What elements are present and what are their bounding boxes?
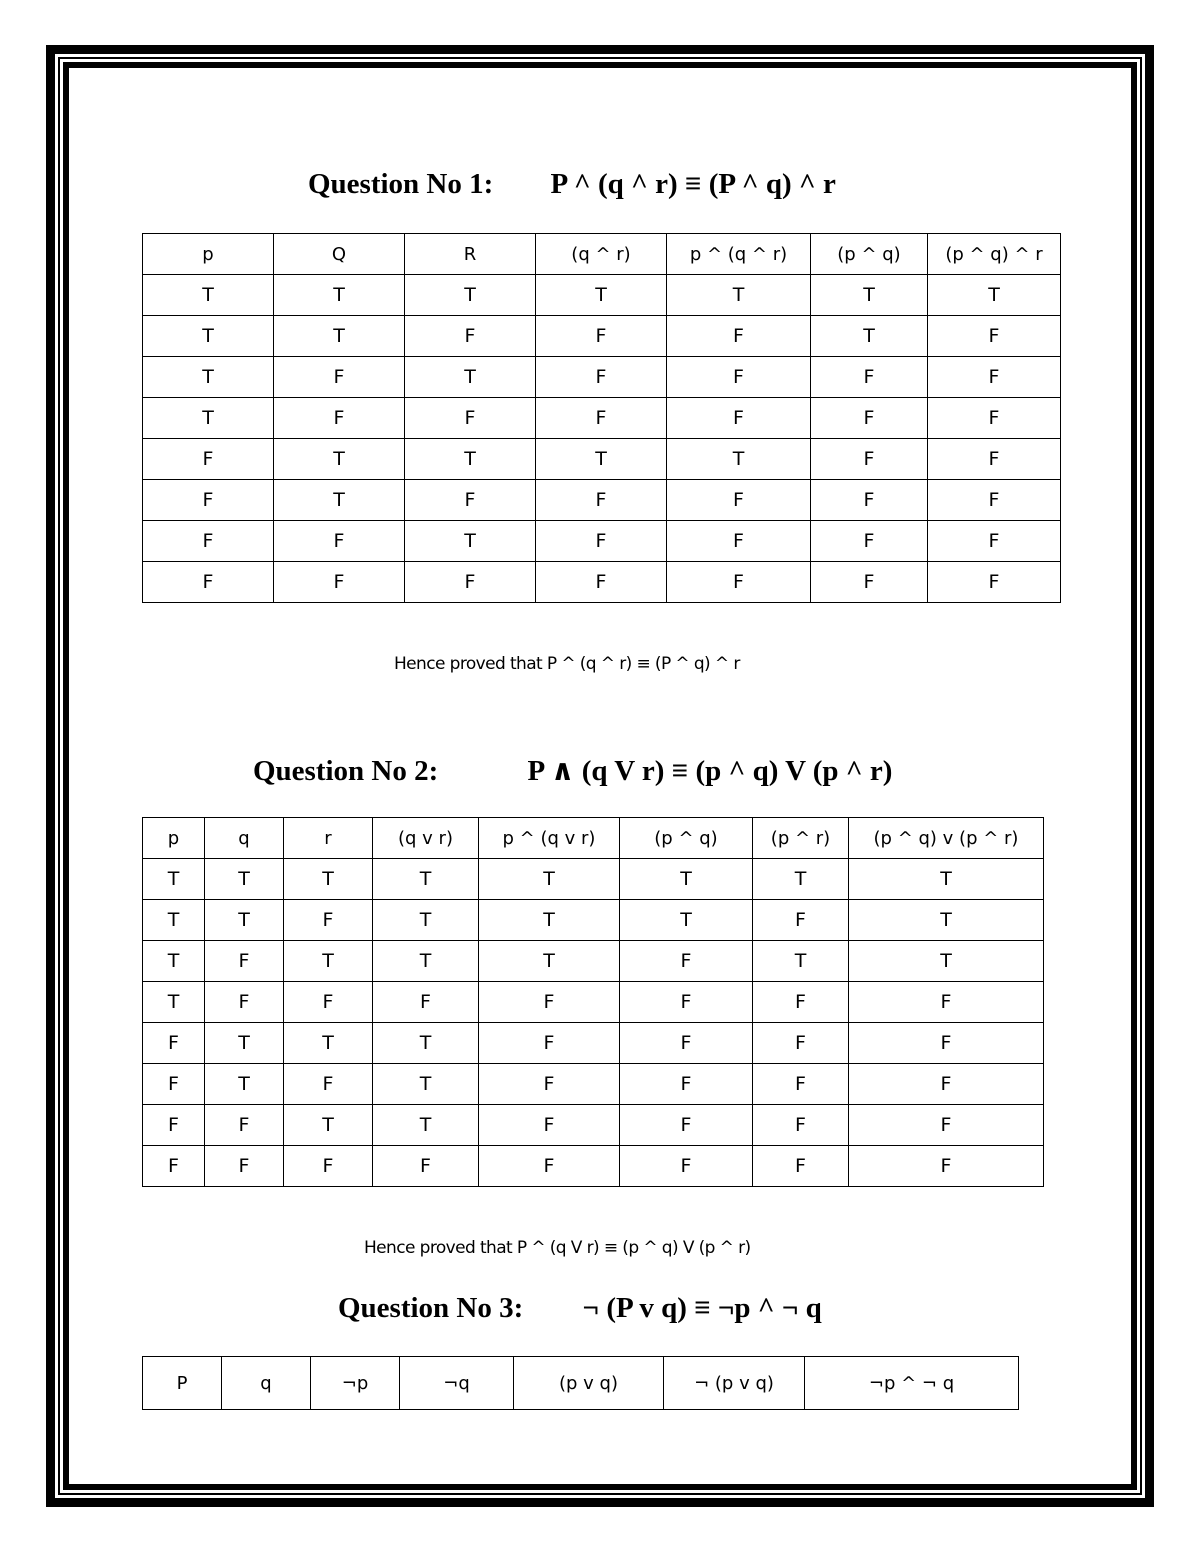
table-cell: T [849, 941, 1044, 982]
table-cell: F [284, 900, 373, 941]
table-cell: F [620, 1146, 753, 1187]
table-row [143, 859, 1044, 900]
column-header: q [205, 818, 284, 859]
column-header: p [143, 818, 205, 859]
column-header: (p ^ q) [811, 234, 928, 275]
truth-table-2-body [143, 859, 1044, 1187]
table-cell: F [205, 1146, 284, 1187]
table-cell: T [373, 859, 479, 900]
column-header: p [143, 234, 274, 275]
table-cell: F [536, 316, 667, 357]
column-header: ¬ (p v q) [664, 1357, 805, 1410]
table-row [143, 398, 1061, 439]
column-header: (q ^ r) [536, 234, 667, 275]
table-cell: T [928, 275, 1061, 316]
table-cell: T [143, 316, 274, 357]
truth-table-2 [142, 817, 1044, 1187]
table-cell: F [620, 1064, 753, 1105]
table-cell: F [753, 1105, 849, 1146]
table-cell: T [849, 859, 1044, 900]
table-cell: F [811, 398, 928, 439]
table-cell: F [667, 480, 811, 521]
table-cell: T [753, 859, 849, 900]
table-row [143, 275, 1061, 316]
table-row [143, 1146, 1044, 1187]
table-cell: T [205, 900, 284, 941]
column-header: (p ^ q) ^ r [928, 234, 1061, 275]
table-cell: T [143, 941, 205, 982]
table-cell: F [373, 1146, 479, 1187]
table-cell: T [143, 398, 274, 439]
table-cell: T [405, 275, 536, 316]
table-cell: T [479, 859, 620, 900]
table-cell: F [143, 1105, 205, 1146]
table-cell: F [405, 316, 536, 357]
table-cell: T [205, 859, 284, 900]
table-cell: F [620, 1023, 753, 1064]
table-cell: F [479, 982, 620, 1023]
question-1-heading [308, 168, 836, 201]
table-cell: F [143, 521, 274, 562]
question-2-heading [253, 753, 892, 788]
table-header-row [143, 234, 1061, 275]
table-row [143, 941, 1044, 982]
question-2-label: Question No 2: [253, 755, 439, 787]
column-header: (p v q) [514, 1357, 664, 1410]
table-row [143, 521, 1061, 562]
column-header: ¬q [400, 1357, 514, 1410]
table-cell: T [143, 982, 205, 1023]
table-cell: F [811, 439, 928, 480]
table-cell: T [373, 1023, 479, 1064]
column-header: (q v r) [373, 818, 479, 859]
table-cell: F [479, 1146, 620, 1187]
table-cell: T [620, 900, 753, 941]
table-cell: F [405, 398, 536, 439]
column-header: R [405, 234, 536, 275]
column-header: (p ^ r) [753, 818, 849, 859]
table-cell: T [405, 357, 536, 398]
question-2-proof: Hence proved that P ^ (q V r) ≡ (p ^ q) V (p ^ r) [364, 1238, 751, 1258]
question-2-expression: P ∧ (q V r) ≡ (p ^ q) V (p ^ r) [527, 755, 893, 787]
table-cell: F [849, 1064, 1044, 1105]
column-header: (p ^ q) [620, 818, 753, 859]
column-header: Q [274, 234, 405, 275]
table-cell: F [620, 941, 753, 982]
column-header: q [222, 1357, 311, 1410]
table-row [143, 900, 1044, 941]
table-cell: F [536, 398, 667, 439]
table-cell: T [405, 439, 536, 480]
table-cell: T [667, 275, 811, 316]
table-row [143, 357, 1061, 398]
table-cell: T [753, 941, 849, 982]
table-cell: F [274, 398, 405, 439]
table-cell: F [849, 1105, 1044, 1146]
column-header: (p ^ q) v (p ^ r) [849, 818, 1044, 859]
table-row [143, 1023, 1044, 1064]
table-cell: F [143, 439, 274, 480]
table-cell: F [811, 521, 928, 562]
truth-table-1 [142, 233, 1061, 603]
table-cell: T [284, 941, 373, 982]
column-header: ¬p ^ ¬ q [805, 1357, 1019, 1410]
table-row [143, 480, 1061, 521]
table-cell: F [274, 562, 405, 603]
table-cell: T [143, 357, 274, 398]
table-cell: T [143, 900, 205, 941]
table-cell: T [274, 480, 405, 521]
table-cell: F [479, 1064, 620, 1105]
table-cell: F [849, 1023, 1044, 1064]
table-row [143, 562, 1061, 603]
table-cell: F [753, 1064, 849, 1105]
table-cell: F [143, 1146, 205, 1187]
table-cell: F [479, 1105, 620, 1146]
question-3-expression: ¬ (P v q) ≡ ¬p ^ ¬ q [582, 1292, 822, 1324]
table-header-row [143, 1357, 1019, 1410]
column-header: p ^ (q ^ r) [667, 234, 811, 275]
table-cell: T [373, 941, 479, 982]
table-cell: T [274, 275, 405, 316]
truth-table-3 [142, 1356, 1019, 1410]
table-cell: F [284, 982, 373, 1023]
table-cell: F [205, 982, 284, 1023]
table-cell: T [536, 439, 667, 480]
table-cell: F [536, 357, 667, 398]
column-header: P [143, 1357, 222, 1410]
table-cell: F [753, 900, 849, 941]
table-cell: T [479, 900, 620, 941]
table-header-row [143, 818, 1044, 859]
truth-table-1-body [143, 275, 1061, 603]
table-cell: F [274, 357, 405, 398]
table-row [143, 316, 1061, 357]
table-cell: F [667, 357, 811, 398]
column-header: p ^ (q v r) [479, 818, 620, 859]
table-cell: F [928, 439, 1061, 480]
table-cell: F [405, 480, 536, 521]
table-cell: T [284, 1105, 373, 1146]
table-cell: T [274, 316, 405, 357]
table-cell: T [205, 1064, 284, 1105]
table-cell: T [536, 275, 667, 316]
question-3-label: Question No 3: [338, 1292, 524, 1324]
question-1-expression: P ^ (q ^ r) ≡ (P ^ q) ^ r [550, 168, 836, 200]
table-cell: F [536, 562, 667, 603]
table-cell: T [143, 275, 274, 316]
table-cell: F [620, 1105, 753, 1146]
table-cell: F [620, 982, 753, 1023]
table-cell: T [811, 275, 928, 316]
table-cell: T [479, 941, 620, 982]
table-cell: T [143, 859, 205, 900]
table-cell: F [928, 357, 1061, 398]
table-cell: F [205, 1105, 284, 1146]
table-cell: T [284, 1023, 373, 1064]
question-1-label: Question No 1: [308, 168, 494, 200]
column-header: ¬p [311, 1357, 400, 1410]
table-cell: F [274, 521, 405, 562]
table-cell: T [284, 859, 373, 900]
table-cell: F [928, 562, 1061, 603]
column-header: r [284, 818, 373, 859]
table-cell: F [928, 521, 1061, 562]
table-cell: F [143, 1064, 205, 1105]
table-cell: T [205, 1023, 284, 1064]
table-cell: F [753, 1146, 849, 1187]
table-cell: F [479, 1023, 620, 1064]
table-cell: F [811, 480, 928, 521]
table-cell: T [811, 316, 928, 357]
table-cell: T [274, 439, 405, 480]
table-cell: F [667, 521, 811, 562]
table-row [143, 1064, 1044, 1105]
table-cell: F [667, 562, 811, 603]
table-cell: F [667, 398, 811, 439]
table-cell: F [205, 941, 284, 982]
table-row [143, 982, 1044, 1023]
table-cell: F [928, 316, 1061, 357]
table-cell: T [373, 1064, 479, 1105]
table-cell: F [928, 480, 1061, 521]
table-cell: F [753, 982, 849, 1023]
table-cell: F [284, 1064, 373, 1105]
table-cell: T [373, 1105, 479, 1146]
table-cell: F [849, 982, 1044, 1023]
table-cell: T [849, 900, 1044, 941]
table-cell: F [928, 398, 1061, 439]
table-cell: F [667, 316, 811, 357]
table-cell: F [143, 562, 274, 603]
table-cell: T [667, 439, 811, 480]
table-cell: F [536, 480, 667, 521]
table-cell: F [373, 982, 479, 1023]
table-row [143, 439, 1061, 480]
table-cell: F [811, 562, 928, 603]
question-3-heading [338, 1292, 822, 1325]
table-cell: F [849, 1146, 1044, 1187]
table-cell: F [811, 357, 928, 398]
table-cell: T [405, 521, 536, 562]
table-cell: F [536, 521, 667, 562]
question-1-proof: Hence proved that P ^ (q ^ r) ≡ (P ^ q) ^ r [394, 654, 740, 674]
table-cell: T [620, 859, 753, 900]
table-cell: F [143, 1023, 205, 1064]
table-cell: F [143, 480, 274, 521]
table-cell: F [405, 562, 536, 603]
table-cell: F [284, 1146, 373, 1187]
table-row [143, 1105, 1044, 1146]
table-cell: T [373, 900, 479, 941]
table-cell: F [753, 1023, 849, 1064]
